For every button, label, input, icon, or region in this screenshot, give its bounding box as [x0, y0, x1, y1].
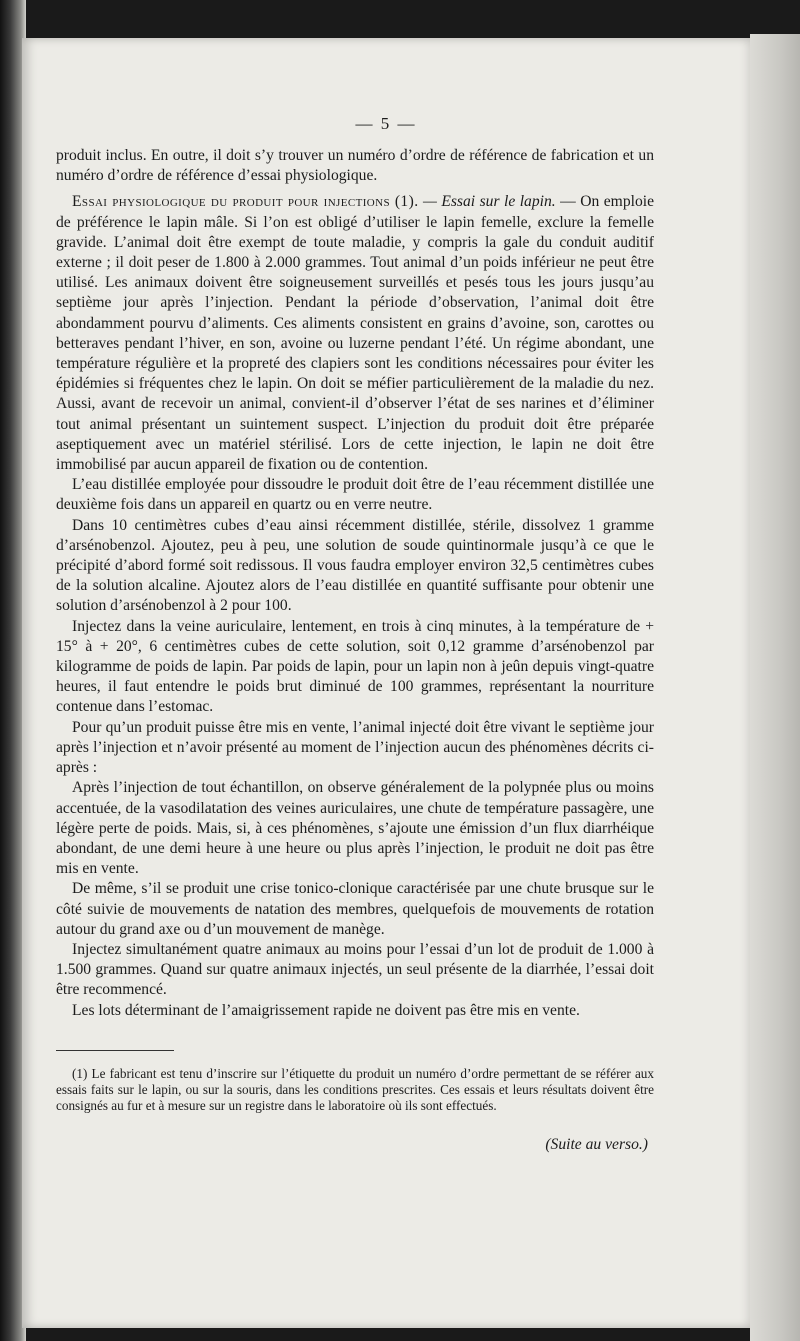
paragraph: Les lots déterminant de l’amaigrissement rapide ne doivent pas être mis en vente. — [72, 1001, 580, 1019]
paragraph: Injectez simultanément quatre animaux au moins pour l’essai d’un lot de produit de 1.000 à 1.500 grammes. Quand sur quatre animaux injectés, un seul présente de la diarrhée, l’essai doit être recommencé. — [56, 940, 654, 999]
paragraph: Injectez dans la veine auriculaire, lentement, en trois à cinq minutes, à la température de + 15° à + 20°, 6 centimètres cubes de cette solution, soit 0,12 gramme d’arsénobenzol par kilogramme de poids de lapin. Par poids de lapin, pour un lapin non à jeûn depuis vingt-quatre heures, il faut entendre le poids brut diminué de 100 grammes, représentant la nourriture contenue dans l’estomac. — [56, 617, 654, 716]
paragraph: Dans 10 centimètres cubes d’eau ainsi récemment distillée, stérile, dissolvez 1 gramme d’arsénobenzol. Ajoutez, peu à peu, une solution de soude quintinormale jusqu’à ce que le précipité d’abord formé soit redissous. Il vous faudra employer environ 32,5 centimètres cubes de la solution alcaline. Ajoutez alors de l’eau distillée en quantité suffisante pour obtenir une solution d’arsénobenzol à 2 pour 100. — [56, 516, 654, 615]
paragraph: Après l’injection de tout échantillon, on observe généralement de la polypnée plus ou moins accentuée, de la vasodilatation des veines auriculaires, une chute de température passagère, une légère perte de poids. Mais, si, à ces phénomènes, s’ajoute une émission d’un flux diarrhéique abondant, de une demi heure à une heure ou plus après l’injection, le produit ne doit pas être mis en vente. — [56, 779, 654, 878]
paragraph: De même, s’il se produit une crise tonico-clonique caractérisée par une chute brusque sur le côté suivie de mouvements de natation des membres, quelquefois de mouvements de rotation autour du grand axe ou d’un mouvement de manège. — [56, 880, 654, 938]
continued-note: (Suite au verso.) — [545, 1136, 648, 1153]
footnotes — [56, 1066, 654, 1115]
section-paragraph — [56, 192, 654, 475]
next-page-edge — [750, 34, 800, 1341]
footnote: (1) Le fabricant est tenu d’inscrire sur l’étiquette du produit un numéro d’ordre permettant de se référer aux essais faits sur le lapin, ou sur la souris, dans les conditions prescrites. Ces essais et leurs résultats doivent être consignés au fur et à mesure sur un registre dans le laboratoire où ils sont effectués. — [56, 1066, 654, 1114]
body-text — [56, 146, 654, 1021]
section-body: — On emploie de préférence le lapin mâle. Si l’on est obligé d’utiliser le lapin femelle, exclure la femelle gravide. L’animal doit être exempt de toute maladie, y compris la gale du conduit auditif externe ; il doit peser de 1.800 à 2.000 grammes. Tout animal d’un poids inférieur ne peut être utilisé. Les animaux doivent être soigneusement surveillés et pesés tous les jours jusqu’au septième jour après l’injection. Pendant la période d’observation, l’animal doit être abondamment pourvu d’aliments. Ces aliments consistent en grains d’avoine, son, carottes ou betteraves pendant l’hiver, en son, avoine ou luzerne pendant l’été. Un régime abondant, une température régulière et la propreté des clapiers sont les conditions nécessaires pour éviter les épidémies si fréquentes chez le lapin. On doit se méfier particulièrement de la maladie du nez. Aussi, avant de recevoir un animal, convient-il d’observer l’état de ses narines et d’éliminer tout animal présentant un suintement suspect. L’injection du produit doit être préparée aseptiquement avec un matériel stérilisé. Lors de cette injection, le lapin ne doit être immobilisé par aucun appareil de fixation ou de contention. — [56, 193, 654, 474]
footnote-separator — [56, 1050, 174, 1051]
document-page — [22, 38, 750, 1328]
section-heading-italic: — Essai sur le lapin. — [423, 193, 556, 211]
paragraph: Pour qu’un produit puisse être mis en vente, l’animal injecté doit être vivant le septième jour après l’injection et n’avoir présenté au moment de l’injection aucun des phénomènes décrits ci-après : — [56, 718, 654, 777]
section-heading: Essai physiologique du produit pour injections (1). — [72, 193, 419, 211]
intro-paragraph: produit inclus. En outre, il doit s’y trouver un numéro d’ordre de référence de fabrication et un numéro d’ordre de référence d’essai physiologique. — [56, 147, 654, 185]
page-number: — 5 — — [355, 114, 417, 133]
paragraph: L’eau distillée employée pour dissoudre le produit doit être de l’eau récemment distillée une deuxième fois dans un appareil en quartz ou en verre neutre. — [56, 476, 654, 514]
